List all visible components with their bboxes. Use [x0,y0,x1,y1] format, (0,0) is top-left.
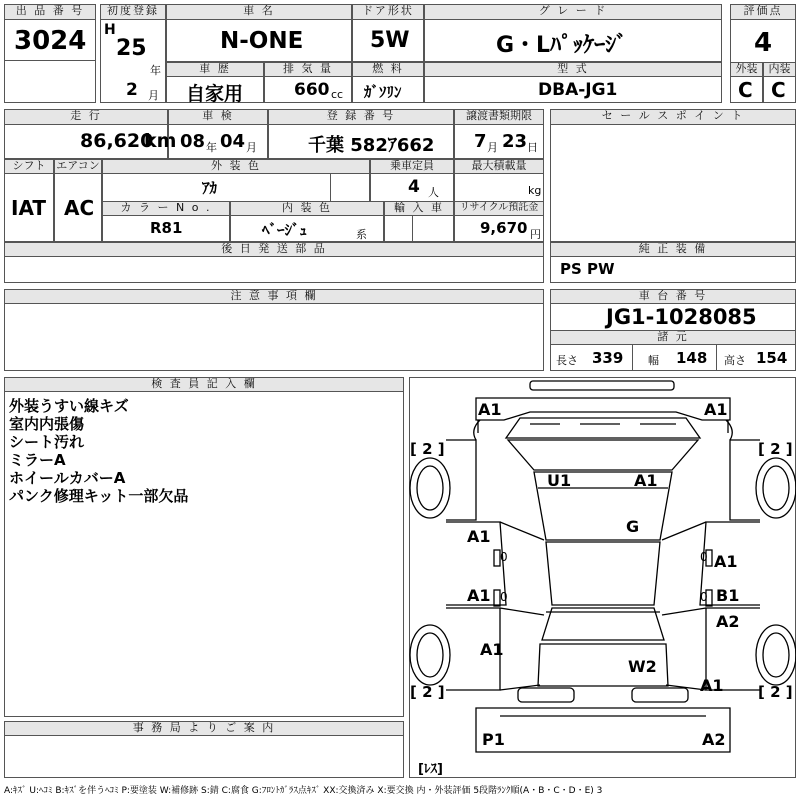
displacement-unit: cc [331,88,344,101]
grade: G・Lﾊﾟｯｹｰｼﾞ [496,33,628,58]
lot-label: 出 品 番 号 [4,4,96,20]
history-label: 車 歴 [166,62,264,77]
aircon: AC [64,196,95,220]
car-name-label: 車 名 [166,4,352,20]
damage-mark: P1 [482,730,505,749]
capacity-unit: 人 [428,186,439,199]
width: 148 [676,349,708,367]
inspector-note: 室内内張傷 [9,415,85,433]
transfer-month-unit: 月 [487,141,498,154]
era: H [104,22,116,38]
plate-number: 千葉 582ｱ662 [308,135,435,156]
shift-label: シフト [4,159,54,174]
notes-box [4,303,544,371]
divider [4,60,96,61]
interior-label: 内装 [763,62,796,77]
reg-year: 25 [116,36,147,61]
model-label: 型 式 [424,62,722,77]
capacity: 4 [408,177,420,197]
inspector-note: ホイールカバーA [9,469,126,487]
length: 339 [592,349,624,367]
first-reg-label: 初度登録 [100,4,166,20]
car-name: N-ONE [220,28,304,54]
recycle-label: リサイクル預託金 [454,201,544,216]
interior-grade: C [771,78,786,102]
door-type: 5W [370,28,410,53]
chassis-number: JG1-1028085 [606,305,757,329]
mileage-label: 走 行 [4,109,168,125]
displacement-label: 排 気 量 [264,62,352,77]
damage-mark: A2 [702,730,726,749]
color-label: 外 装 色 [102,159,370,174]
transfer-day-unit: 日 [527,141,538,154]
insp-year-unit: 年 [206,141,217,154]
import-divider [412,215,413,242]
score: 4 [754,28,773,58]
damage-mark: A1 [714,552,738,571]
transfer-label: 譲渡書類期限 [454,109,544,125]
plate-label: 登 録 番 号 [268,109,454,125]
int-color-unit: 系 [356,228,367,241]
later-parts-box [4,256,544,283]
transfer-day: 23 [502,131,528,152]
tire-tread: [ 2 ] [758,440,793,458]
year-unit: 年 [150,64,161,77]
recycle-unit: 円 [530,228,541,241]
damage-mark: A1 [634,471,658,490]
inspector-note: シート汚れ [9,433,85,451]
door-label: ドア形状 [352,4,424,20]
color: ｱｶ [202,179,218,197]
door-zero: 0 [700,550,708,564]
inspector-note: パンク修理キット一部欠品 [9,487,189,505]
damage-mark: A1 [478,400,502,419]
damage-mark: A1 [700,676,724,695]
recycle: 9,670 [480,219,528,237]
later-parts-label: 後 日 発 送 部 品 [4,242,544,257]
damage-mark: W2 [628,657,657,676]
color-no-label: カ ラ ー N o . [102,201,230,216]
spec-divider [716,344,717,371]
shift: IAT [11,196,47,220]
office-label: 事 務 局 よ り ご 案 内 [4,721,404,736]
door-zero: 0 [500,550,508,564]
insp-month: 04 [220,131,246,152]
import-box [384,215,454,242]
load-unit: kg [528,184,542,197]
inspector-label: 検 査 員 記 入 欄 [4,377,404,392]
aircon-label: エアコン [54,159,102,174]
equip-label: 純 正 装 備 [550,242,796,257]
mileage: 86,620 [80,130,154,152]
inspection-label: 車 検 [168,109,268,125]
int-color-label: 内 装 色 [230,201,384,216]
car-diagram [409,377,796,778]
damage-mark: A1 [467,586,491,605]
inspector-note: ミラーA [9,451,66,469]
insp-year: 08 [180,131,206,152]
model: DBA-JG1 [538,80,618,100]
score-label: 評価点 [730,4,796,20]
month-unit: 月 [148,89,159,102]
width-label: 幅 [648,354,659,367]
fuel-label: 燃 料 [352,62,424,77]
transfer-month: 7 [474,131,487,152]
damage-mark: A2 [716,612,740,631]
insp-month-unit: 月 [246,141,257,154]
equipment: PS PW [560,260,615,278]
load-label: 最大積載量 [454,159,544,174]
door-zero: 0 [500,590,508,604]
sales-point-label: セ ー ル ス ポ イ ン ト [550,109,796,125]
damage-mark: A1 [704,400,728,419]
tire-tread: [ 2 ] [410,683,445,701]
damage-mark: A1 [467,527,491,546]
spec-divider [632,344,633,371]
spec-label: 諸 元 [550,330,796,345]
door-zero: 0 [700,590,708,604]
color-sub-box [330,173,370,202]
legend: A:ｷｽﾞ U:ﾍｺﾐ B:ｷｽﾞを伴うﾍｺﾐ P:要塗装 W:補修跡 S:錆 C:腐食 G:ﾌﾛﾝﾄｶﾞﾗｽ点ｷｽﾞ XX:交換済み X:要交換 内・外装評価 5段階ﾗﾝｸ順(A・B・C・D・E) 3 [4,786,603,796]
chassis-label: 車 台 番 号 [550,289,796,304]
import-label: 輸 入 車 [384,201,454,216]
color-no: R81 [150,219,183,237]
damage-mark: G [626,517,640,536]
height: 154 [756,349,788,367]
notes-label: 注 意 事 項 欄 [4,289,544,304]
damage-mark: U1 [547,471,572,490]
int-color: ﾍﾞｰｼﾞｭ [262,221,308,239]
capacity-label: 乗車定員 [370,159,454,174]
office-box [4,735,404,778]
displacement: 660 [294,80,330,100]
damage-mark: A1 [480,640,504,659]
exterior-label: 外装 [730,62,763,77]
tire-tread: [ 2 ] [410,440,445,458]
tire-tread: [ 2 ] [758,683,793,701]
sales-point-box [550,124,796,242]
height-label: 高さ [724,354,746,367]
exterior-grade: C [738,78,753,102]
lot-number: 3024 [14,26,87,56]
damage-mark: B1 [716,586,740,605]
grade-label: グ レ ー ド [424,4,722,20]
spare-tire: [ﾚｽ] [418,762,443,777]
reg-month: 2 [126,80,138,100]
inspector-note: 外装うすい線キズ [9,397,129,415]
fuel: ｶﾞｿﾘﾝ [364,83,402,101]
mileage-unit: km [144,130,177,152]
history: 自家用 [186,83,244,105]
length-label: 長さ [556,354,578,367]
